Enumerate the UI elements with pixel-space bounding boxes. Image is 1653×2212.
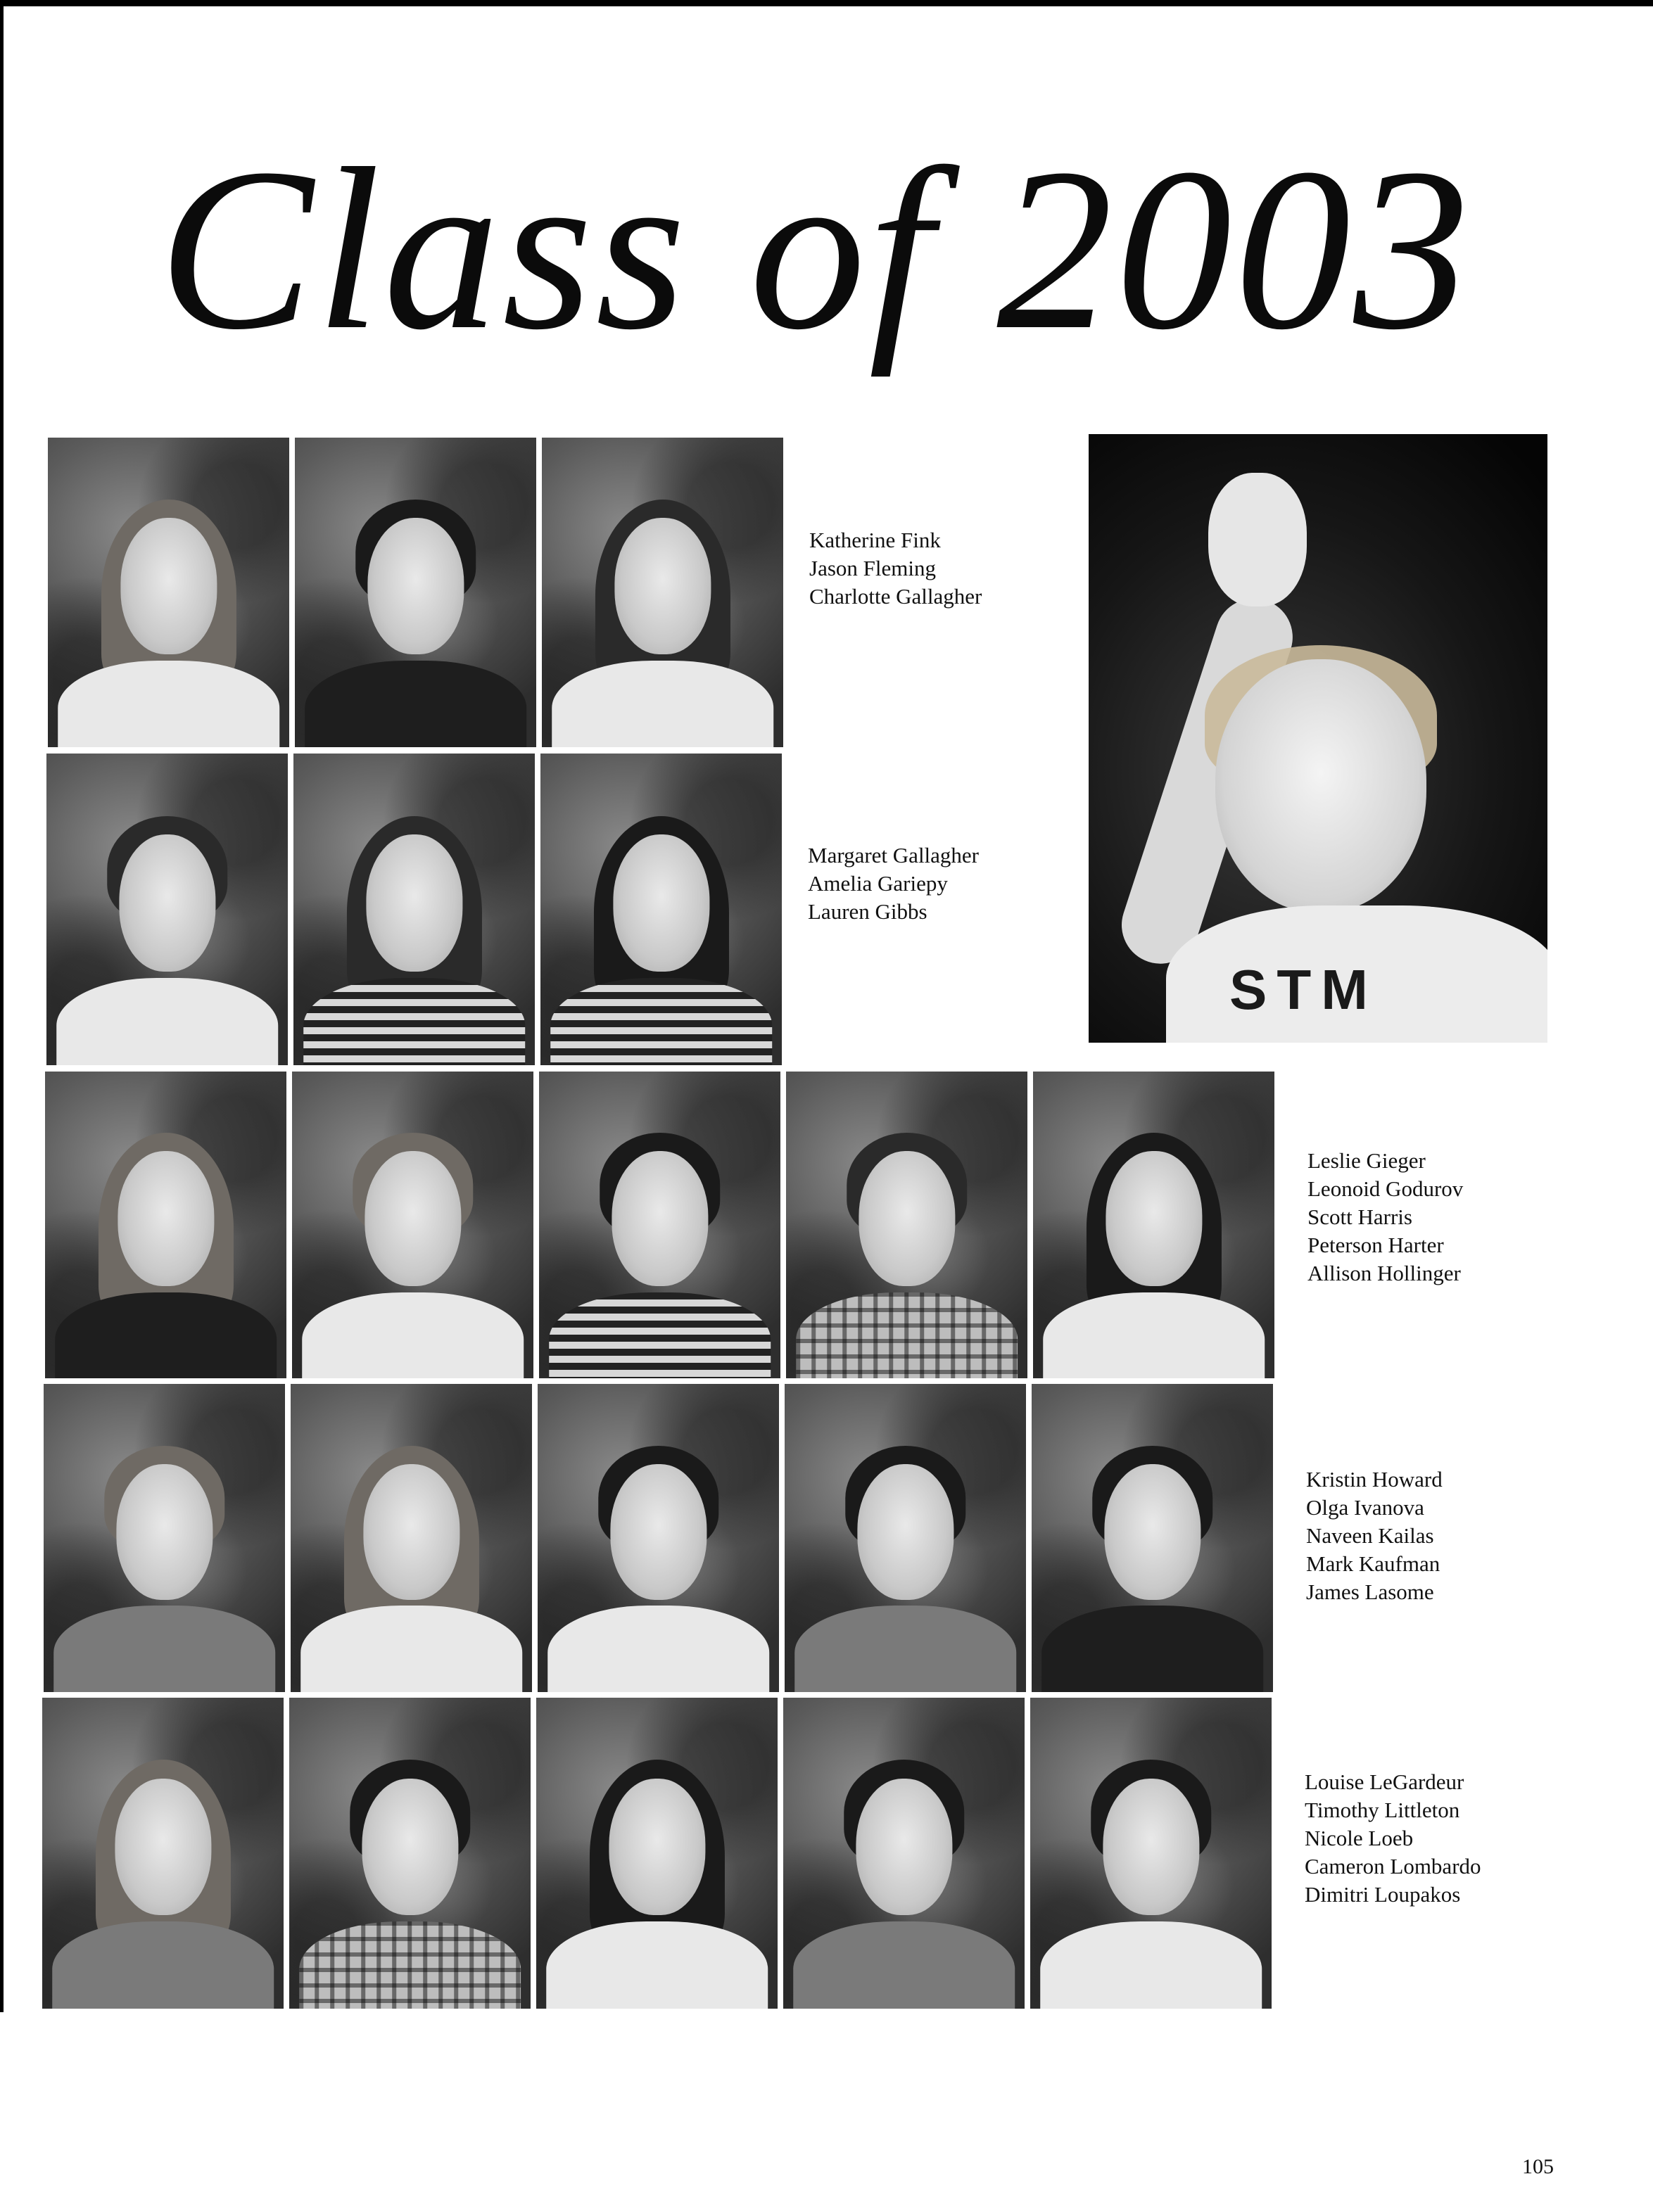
student-name: Katherine Fink xyxy=(809,528,941,552)
student-name: Margaret Gallagher xyxy=(808,843,980,867)
portrait-katherine-fink xyxy=(48,438,289,747)
student-name: James Lasome xyxy=(1306,1579,1434,1604)
name-list-row-4 xyxy=(1306,1466,1443,1606)
student-name: Kristin Howard xyxy=(1306,1467,1443,1492)
portrait-timothy-littleton xyxy=(289,1698,531,2009)
portrait-louise-legardeur xyxy=(42,1698,284,2009)
student-name: Naveen Kailas xyxy=(1306,1523,1434,1548)
student-name: Lauren Gibbs xyxy=(808,899,927,924)
portrait-allison-hollinger xyxy=(1033,1072,1274,1378)
name-list-row-2 xyxy=(808,841,979,926)
student-name: Peterson Harter xyxy=(1307,1233,1444,1257)
portrait-kristin-howard xyxy=(44,1384,285,1692)
student-name: Allison Hollinger xyxy=(1307,1261,1461,1285)
student-name: Timothy Littleton xyxy=(1305,1798,1460,1822)
raised-hand xyxy=(1208,473,1307,606)
portrait-peterson-harter xyxy=(786,1072,1027,1378)
feature-photo xyxy=(1089,434,1547,1043)
student-name: Scott Harris xyxy=(1307,1204,1412,1229)
student-name: Charlotte Gallagher xyxy=(809,584,982,609)
student-name: Jason Fleming xyxy=(809,556,936,580)
name-list-row-3 xyxy=(1307,1147,1463,1288)
student-name: Nicole Loeb xyxy=(1305,1826,1414,1850)
shirt-lettering: STM xyxy=(1229,958,1378,1021)
portrait-naveen-kailas xyxy=(538,1384,779,1692)
portrait-jason-fleming xyxy=(295,438,536,747)
student-name: Leonoid Godurov xyxy=(1307,1176,1464,1201)
portrait-leonoid-godurov xyxy=(292,1072,533,1378)
student-name: Olga Ivanova xyxy=(1306,1495,1424,1520)
student-name: Louise LeGardeur xyxy=(1305,1769,1464,1794)
portrait-dimitri-loupakos xyxy=(1030,1698,1272,2009)
portrait-nicole-loeb xyxy=(536,1698,778,2009)
name-list-row-5 xyxy=(1305,1768,1481,1909)
top-border xyxy=(0,0,1653,6)
portrait-olga-ivanova xyxy=(291,1384,532,1692)
student-name: Dimitri Loupakos xyxy=(1305,1882,1461,1907)
student-name: Leslie Gieger xyxy=(1307,1148,1426,1173)
page-number: 105 xyxy=(1522,2155,1554,2178)
portrait-james-lasome xyxy=(1032,1384,1273,1692)
portrait-margaret-gallagher xyxy=(46,754,288,1065)
portrait-amelia-gariepy xyxy=(293,754,535,1065)
page-title: Class of 2003 xyxy=(158,121,1473,378)
portrait-leslie-gieger xyxy=(45,1072,286,1378)
portrait-lauren-gibbs xyxy=(540,754,782,1065)
portrait-scott-harris xyxy=(539,1072,780,1378)
left-border xyxy=(0,0,4,2012)
feature-face xyxy=(1215,659,1426,913)
portrait-charlotte-gallagher xyxy=(542,438,783,747)
name-list-row-1 xyxy=(809,526,982,611)
student-name: Amelia Gariepy xyxy=(808,871,948,896)
student-name: Cameron Lombardo xyxy=(1305,1854,1481,1879)
portrait-mark-kaufman xyxy=(785,1384,1026,1692)
student-name: Mark Kaufman xyxy=(1306,1551,1440,1576)
portrait-cameron-lombardo xyxy=(783,1698,1025,2009)
